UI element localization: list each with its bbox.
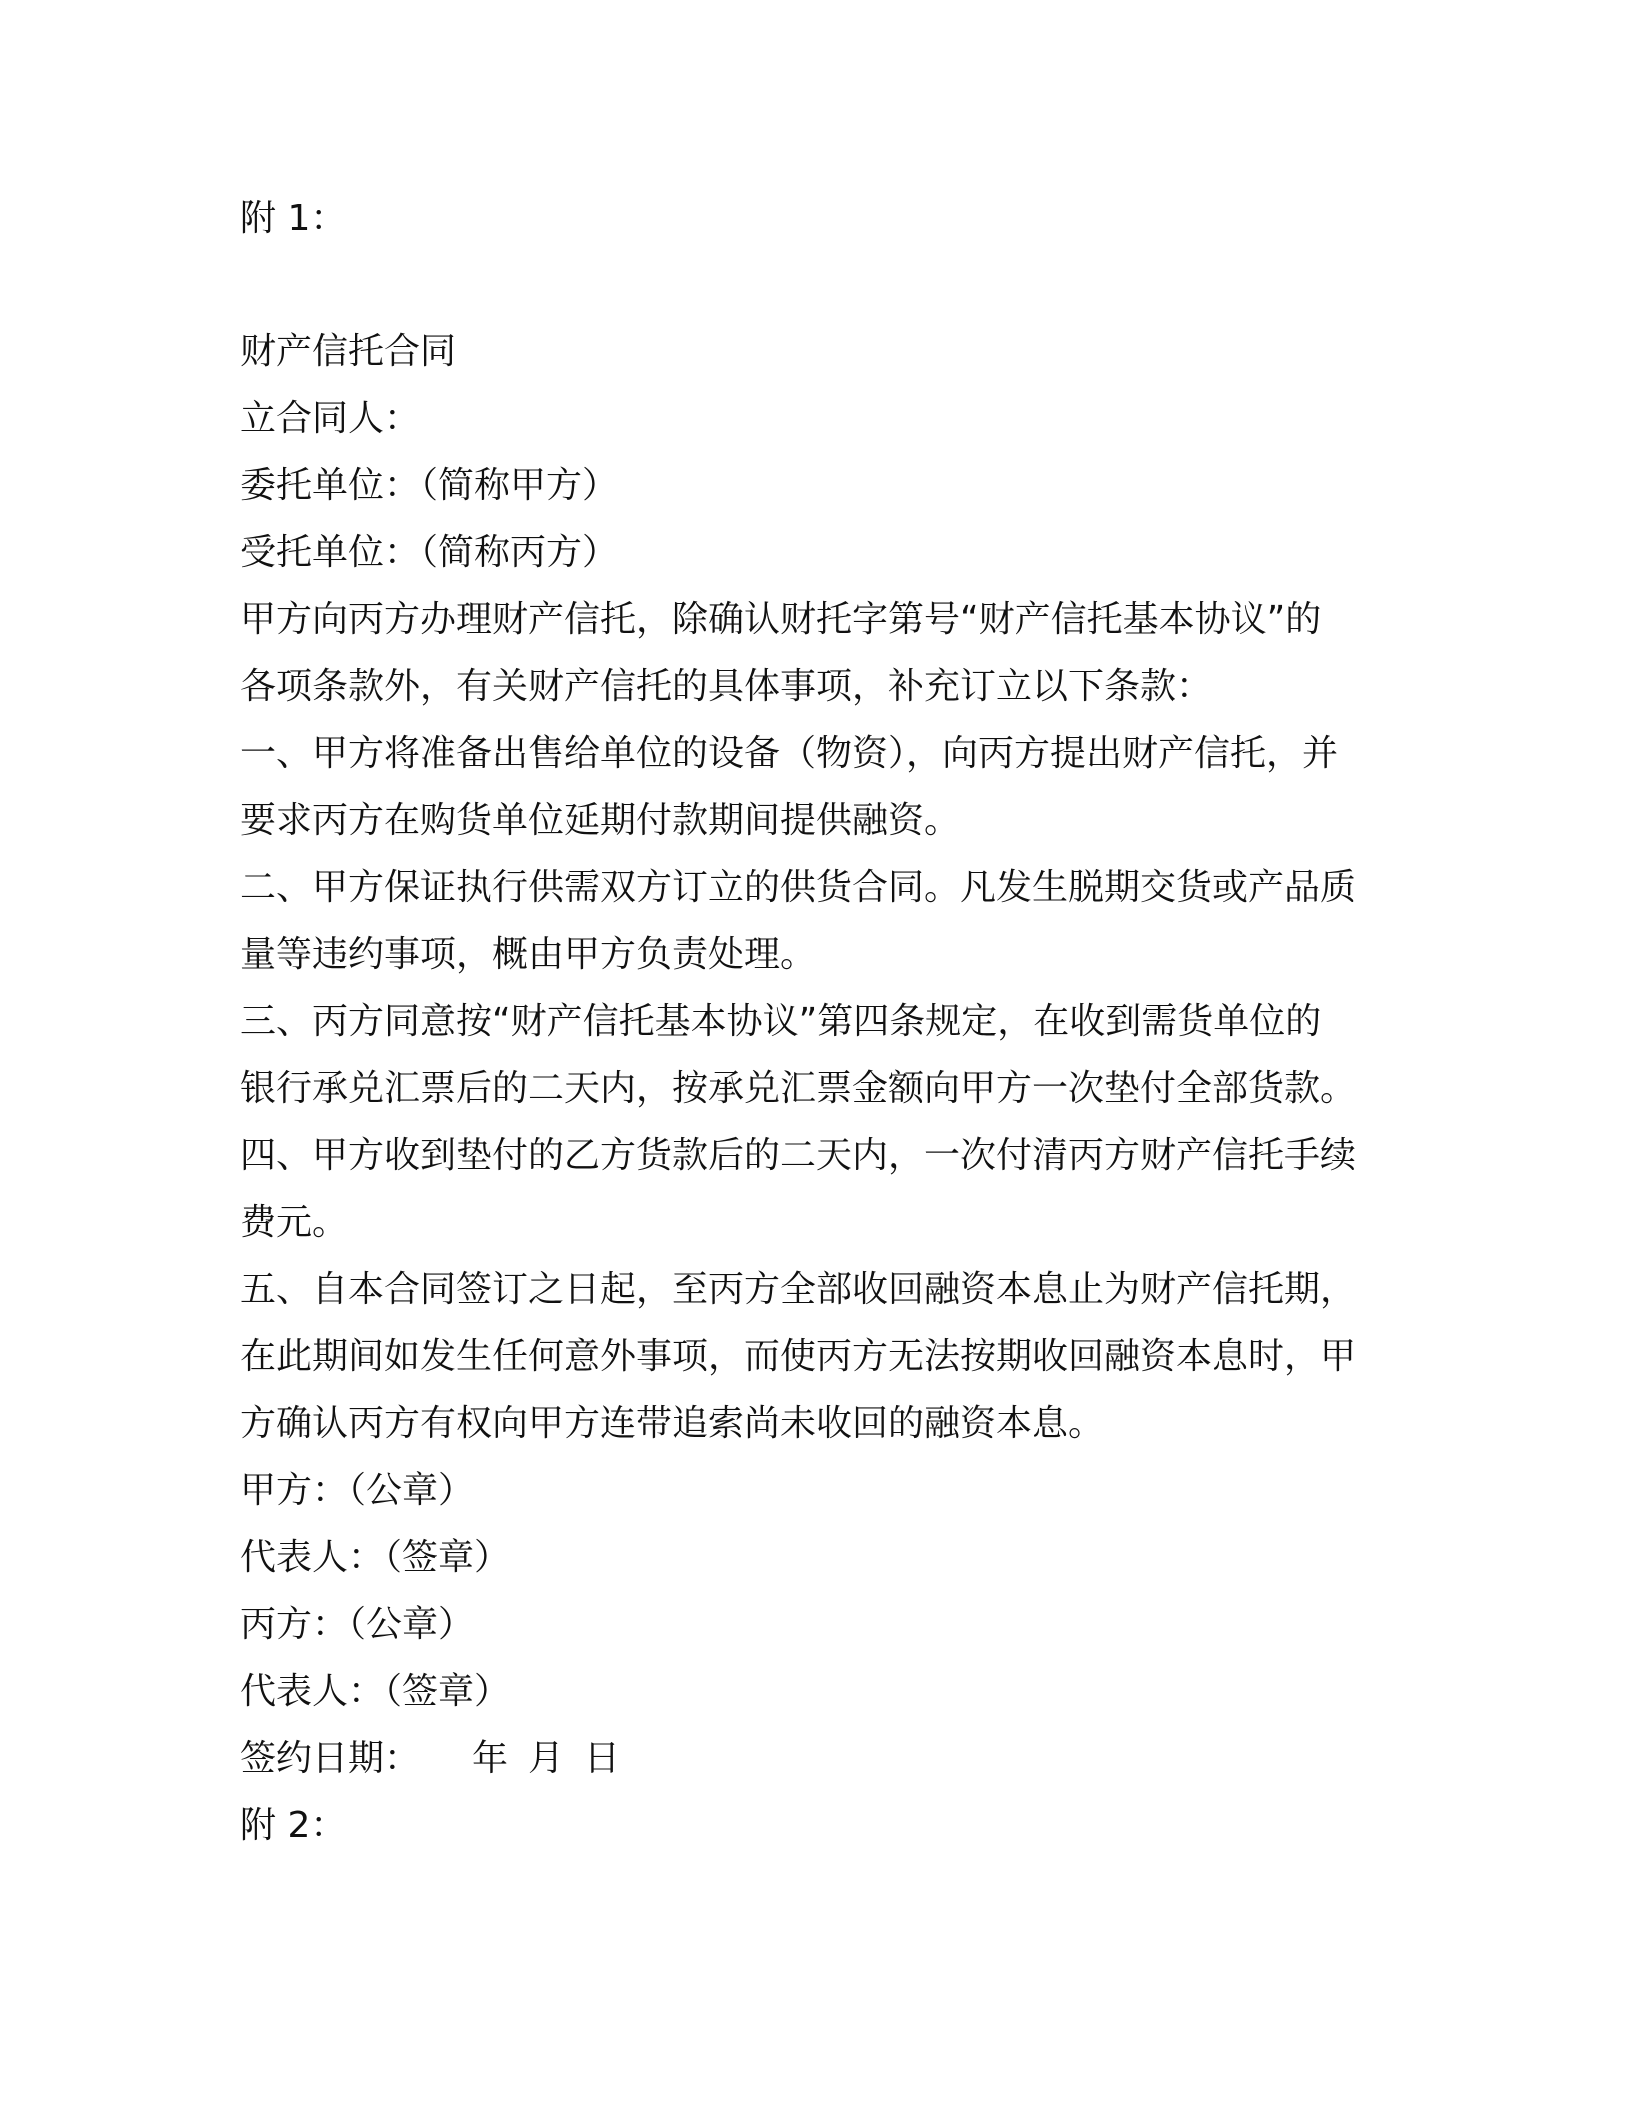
clause-3-line: 三、丙方同意按“财产信托基本协议”第四条规定，在收到需货单位的 — [240, 1001, 1322, 1042]
sign-date-year: 年 — [472, 1738, 509, 1779]
clause-4-line: 四、甲方收到垫付的乙方货款后的二天内，一次付清丙方财产信托手续 — [240, 1135, 1357, 1176]
clause-5-line: 五、自本合同签订之日起，至丙方全部收回融资本息止为财产信托期， — [240, 1269, 1357, 1310]
preamble-line: 各项条款外，有关财产信托的具体事项，补充订立以下条款： — [240, 666, 1213, 707]
party-c-seal: 丙方：（公章） — [240, 1604, 475, 1645]
attachment-1-label — [240, 185, 1400, 252]
sign-date-label: 签约日期： — [240, 1738, 421, 1779]
contract-body — [240, 318, 1400, 1859]
clause-1-line: 一、甲方将准备出售给单位的设备（物资），向丙方提出财产信托，并 — [240, 733, 1339, 774]
clause-2-line: 量等违约事项，概由甲方负责处理。 — [240, 934, 817, 975]
entrusting-unit: 委托单位：（简称甲方） — [240, 465, 619, 506]
clause-5-line: 在此期间如发生任何意外事项，而使丙方无法按期收回融资本息时，甲 — [240, 1336, 1357, 1377]
attachment-2-label: 附 2： — [240, 1805, 347, 1846]
clause-2-line: 二、甲方保证执行供需双方订立的供货合同。凡发生脱期交货或产品质 — [240, 867, 1357, 908]
parties-heading: 立合同人： — [240, 398, 421, 439]
contract-title: 财产信托合同 — [240, 331, 457, 372]
clause-5-line: 方确认丙方有权向甲方连带追索尚未收回的融资本息。 — [240, 1403, 1105, 1444]
clause-4-line: 费元。 — [240, 1202, 349, 1243]
clause-3-line: 银行承兑汇票后的二天内，按承兑汇票金额向甲方一次垫付全部货款。 — [240, 1068, 1357, 1109]
party-c-representative: 代表人：（签章） — [240, 1671, 511, 1712]
sign-date-line — [240, 1725, 1400, 1792]
party-a-representative: 代表人：（签章） — [240, 1537, 511, 1578]
party-a-seal: 甲方：（公章） — [240, 1470, 475, 1511]
attachment-1-text: 附 1： — [240, 198, 347, 239]
sign-date-month: 月 — [528, 1738, 565, 1779]
trustee-unit: 受托单位：（简称丙方） — [240, 532, 619, 573]
preamble-line: 甲方向丙方办理财产信托，除确认财托字第号“财产信托基本协议”的 — [240, 599, 1322, 640]
clause-1-line: 要求丙方在购货单位延期付款期间提供融资。 — [240, 800, 961, 841]
sign-date-day: 日 — [584, 1738, 621, 1779]
